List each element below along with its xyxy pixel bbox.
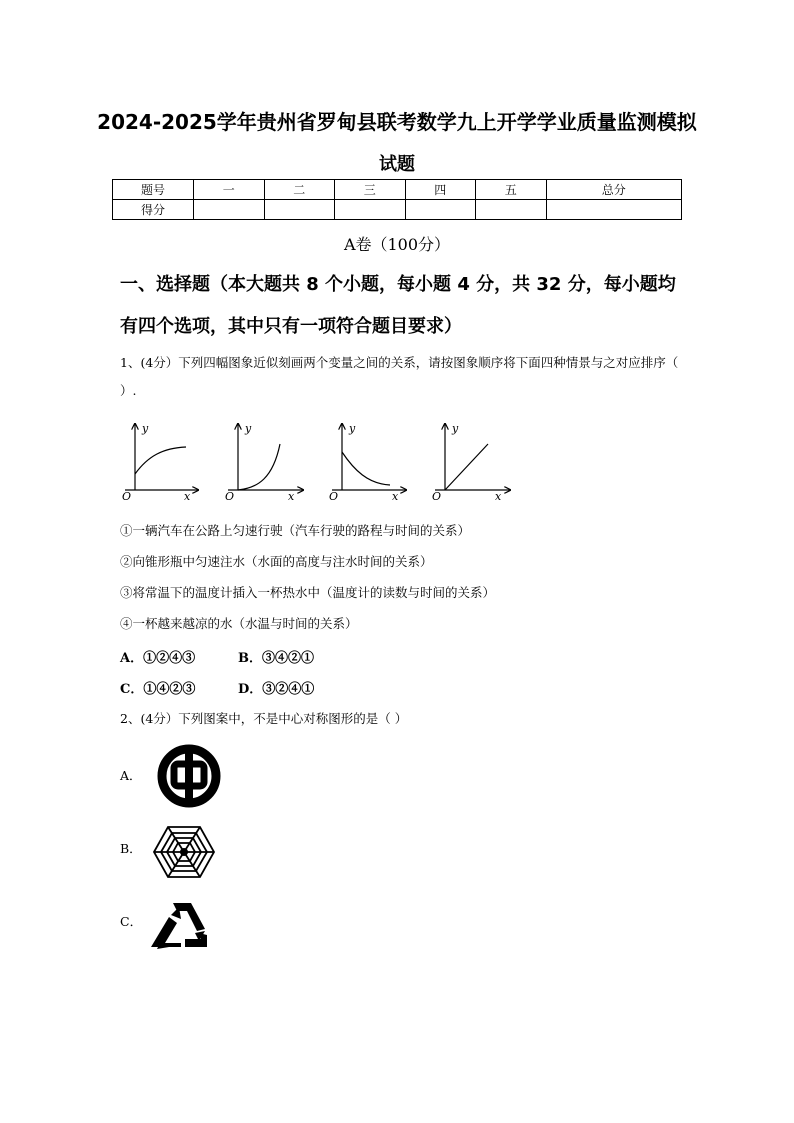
q2-option-b-label: B．: [120, 841, 142, 856]
origin-label: O: [432, 490, 442, 503]
question-2-stem: 2、(4分）下列图案中，不是中心对称图形的是（ ）: [120, 711, 408, 726]
section-heading: 一、选择题（本大题共 8 个小题，每小题 4 分，共 32 分，每小题均有四个选项，其中只有一项符合题目要求）: [120, 274, 676, 337]
y-label: y: [142, 422, 149, 435]
q1-option-b[interactable]: [238, 647, 314, 666]
option-text: ①④②③: [143, 682, 196, 697]
q1-option-d[interactable]: [238, 678, 314, 697]
score-cell[interactable]: [264, 200, 335, 220]
volume-heading: A卷（100分）: [343, 235, 451, 254]
table-cell: 一: [194, 180, 265, 200]
q1-statement-4: ④一杯越来越凉的水（水温与时间的关系）: [120, 616, 358, 631]
y-label: y: [452, 422, 459, 435]
x-label: x: [184, 490, 191, 503]
graph-4: [432, 422, 510, 503]
option-text: ③②④①: [262, 682, 315, 697]
q1-option-c[interactable]: [120, 678, 195, 697]
q2-option-a-label: A．: [120, 768, 142, 783]
graph-1: [122, 422, 198, 503]
question-1-stem: 1、(4分）下列四幅图象近似刻画两个变量之间的关系，请按图象顺序将下面四种情景与之对应排序（ ）.: [120, 355, 679, 398]
table-cell: 三: [335, 180, 406, 200]
q1-statement-3: ③将常温下的温度计插入一杯热水中（温度计的读数与时间的关系）: [120, 585, 496, 600]
score-table-header-row: [113, 180, 682, 200]
option-text: ①②④③: [143, 651, 196, 666]
origin-label: O: [329, 490, 339, 503]
graph-3: [329, 422, 406, 503]
score-cell[interactable]: [335, 200, 406, 220]
table-cell: 五: [476, 180, 547, 200]
option-text: ③④②①: [262, 651, 315, 666]
option-label: C．: [120, 682, 144, 697]
q1-statement-2: ②向锥形瓶中匀速注水（水面的高度与注水时间的关系）: [120, 554, 433, 569]
table-cell: 得分: [113, 200, 194, 220]
x-label: x: [392, 490, 399, 503]
table-cell: 题号: [113, 180, 194, 200]
option-label: D．: [238, 682, 263, 697]
hexagon-web-icon[interactable]: [144, 823, 224, 881]
q1-statement-1: ①一辆汽车在公路上匀速行驶（汽车行驶的路程与时间的关系）: [120, 523, 471, 538]
table-cell: 四: [405, 180, 476, 200]
score-table: [112, 179, 682, 220]
option-label: B．: [238, 651, 262, 666]
graph-2: [225, 422, 303, 503]
x-label: x: [288, 490, 295, 503]
bank-of-china-logo-icon[interactable]: [152, 742, 226, 810]
recycle-triangle-icon[interactable]: [147, 897, 211, 953]
x-label: x: [495, 490, 502, 503]
q1-graphs: [118, 418, 518, 508]
score-cell[interactable]: [476, 200, 547, 220]
score-table-score-row: [113, 200, 682, 220]
table-cell: 总分: [546, 180, 682, 200]
page-title-line2: 试题: [379, 154, 415, 175]
score-cell[interactable]: [405, 200, 476, 220]
q2-option-c-label: C．: [120, 914, 143, 929]
y-label: y: [349, 422, 356, 435]
origin-label: O: [122, 490, 132, 503]
table-cell: 二: [264, 180, 335, 200]
page-title: 2024-2025学年贵州省罗甸县联考数学九上开学学业质量监测模拟: [97, 110, 697, 134]
score-cell[interactable]: [546, 200, 682, 220]
q1-option-a[interactable]: [120, 647, 195, 666]
y-label: y: [245, 422, 252, 435]
score-cell[interactable]: [194, 200, 265, 220]
origin-label: O: [225, 490, 235, 503]
option-label: A．: [120, 651, 144, 666]
